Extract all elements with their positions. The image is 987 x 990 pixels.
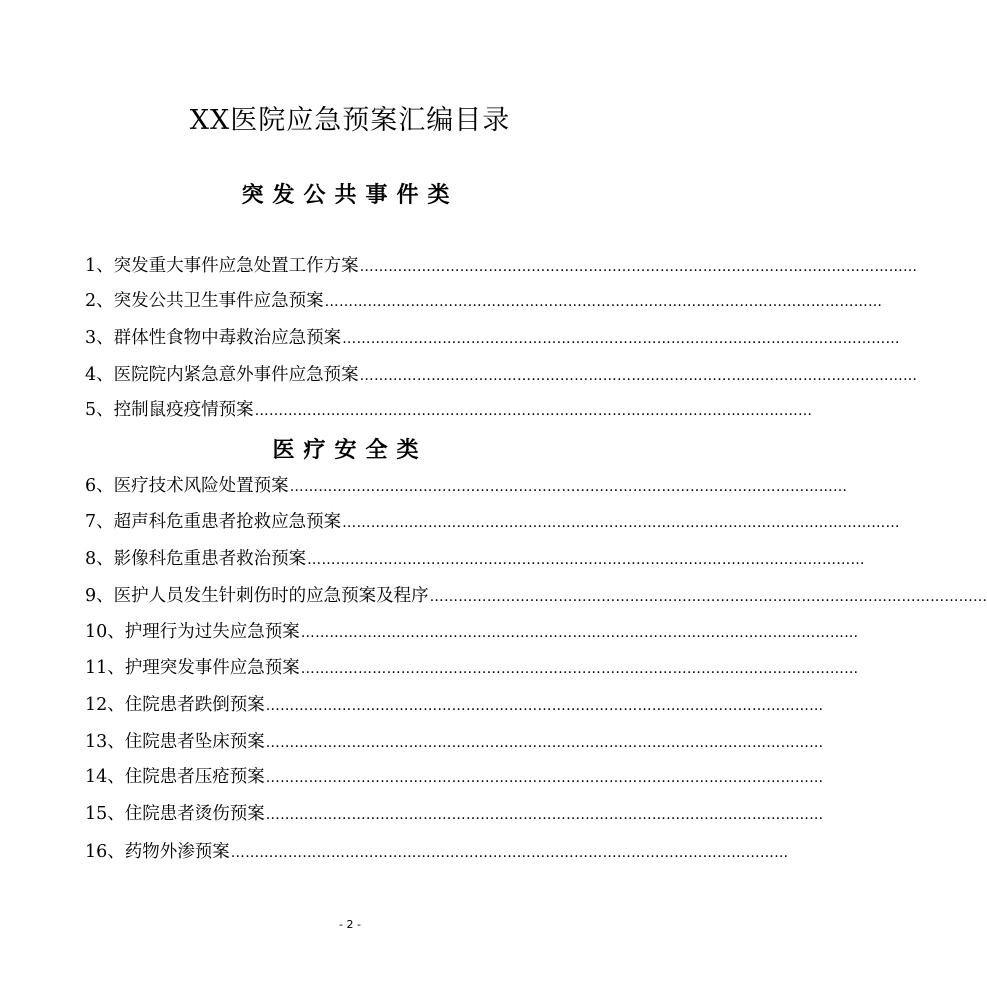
toc-entry[interactable] [85, 763, 824, 791]
dot-leader: ……………………………………………………………………………………………………… [230, 845, 789, 861]
toc-entry-label: 4、医院院内紧急意外事件应急预案 [85, 365, 359, 385]
toc-entry-label: 2、突发公共卫生事件应急预案 [85, 291, 324, 311]
dot-leader: ……………………………………………………………………………………………………… [289, 479, 848, 495]
toc-entry-label: 3、群体性食物中毒救治应急预案 [85, 328, 342, 348]
toc-entry-label: 1、突发重大事件应急处置工作方案 [85, 256, 359, 276]
toc-entry[interactable] [85, 618, 859, 646]
page-title: XX医院应急预案汇编目录 [189, 105, 511, 136]
dot-leader: ……………………………………………………………………………………………………… [359, 368, 918, 384]
dot-leader: ……………………………………………………………………………………………………… [429, 589, 987, 605]
toc-entry-label: 14、住院患者压疮预案 [85, 767, 265, 787]
toc-entry[interactable] [85, 508, 900, 536]
dot-leader: ……………………………………………………………………………………………………… [265, 735, 824, 751]
toc-entry-label: 12、住院患者跌倒预案 [85, 695, 265, 715]
toc-entry[interactable] [85, 582, 987, 610]
dot-leader: ……………………………………………………………………………………………………… [300, 625, 859, 641]
toc-entry[interactable] [85, 838, 789, 866]
toc-entry[interactable] [85, 396, 813, 424]
toc-entry[interactable] [85, 654, 859, 682]
dot-leader: ……………………………………………………………………………………………………… [300, 661, 859, 677]
toc-entry[interactable] [85, 361, 918, 389]
toc-entry-label: 10、护理行为过失应急预案 [85, 622, 300, 642]
toc-entry[interactable] [85, 545, 865, 573]
toc-entry-label: 8、影像科危重患者救治预案 [85, 549, 307, 569]
toc-entry-label: 16、药物外渗预案 [85, 842, 230, 862]
toc-entry-label: 13、住院患者坠床预案 [85, 732, 265, 752]
toc-entry[interactable] [85, 800, 824, 828]
toc-entry-label: 9、医护人员发生针刺伤时的应急预案及程序 [85, 586, 429, 606]
toc-entry-label: 11、护理突发事件应急预案 [85, 658, 300, 678]
toc-entry[interactable] [85, 252, 918, 280]
section-heading-medical-safety: 医疗安全类 [272, 437, 428, 463]
dot-leader: ……………………………………………………………………………………………………… [324, 294, 883, 310]
dot-leader: ……………………………………………………………………………………………………… [265, 807, 824, 823]
toc-entry-label: 7、超声科危重患者抢救应急预案 [85, 512, 342, 532]
toc-entry[interactable] [85, 728, 824, 756]
toc-entry-label: 15、住院患者烫伤预案 [85, 804, 265, 824]
toc-entry[interactable] [85, 472, 848, 500]
dot-leader: ……………………………………………………………………………………………………… [254, 403, 813, 419]
toc-entry-label: 5、控制鼠疫疫情预案 [85, 400, 254, 420]
dot-leader: ……………………………………………………………………………………………………… [307, 552, 865, 568]
dot-leader: ……………………………………………………………………………………………………… [342, 515, 900, 531]
dot-leader: ……………………………………………………………………………………………………… [359, 259, 918, 275]
page-number: - 2 - [339, 918, 361, 931]
section-heading-public-emergency: 突发公共事件类 [241, 182, 459, 208]
dot-leader: ……………………………………………………………………………………………………… [265, 770, 824, 786]
toc-entry-label: 6、医疗技术风险处置预案 [85, 476, 289, 496]
toc-entry[interactable] [85, 324, 900, 352]
dot-leader: ……………………………………………………………………………………………………… [342, 331, 900, 347]
toc-entry[interactable] [85, 287, 883, 315]
toc-entry[interactable] [85, 691, 824, 719]
dot-leader: ……………………………………………………………………………………………………… [265, 698, 824, 714]
